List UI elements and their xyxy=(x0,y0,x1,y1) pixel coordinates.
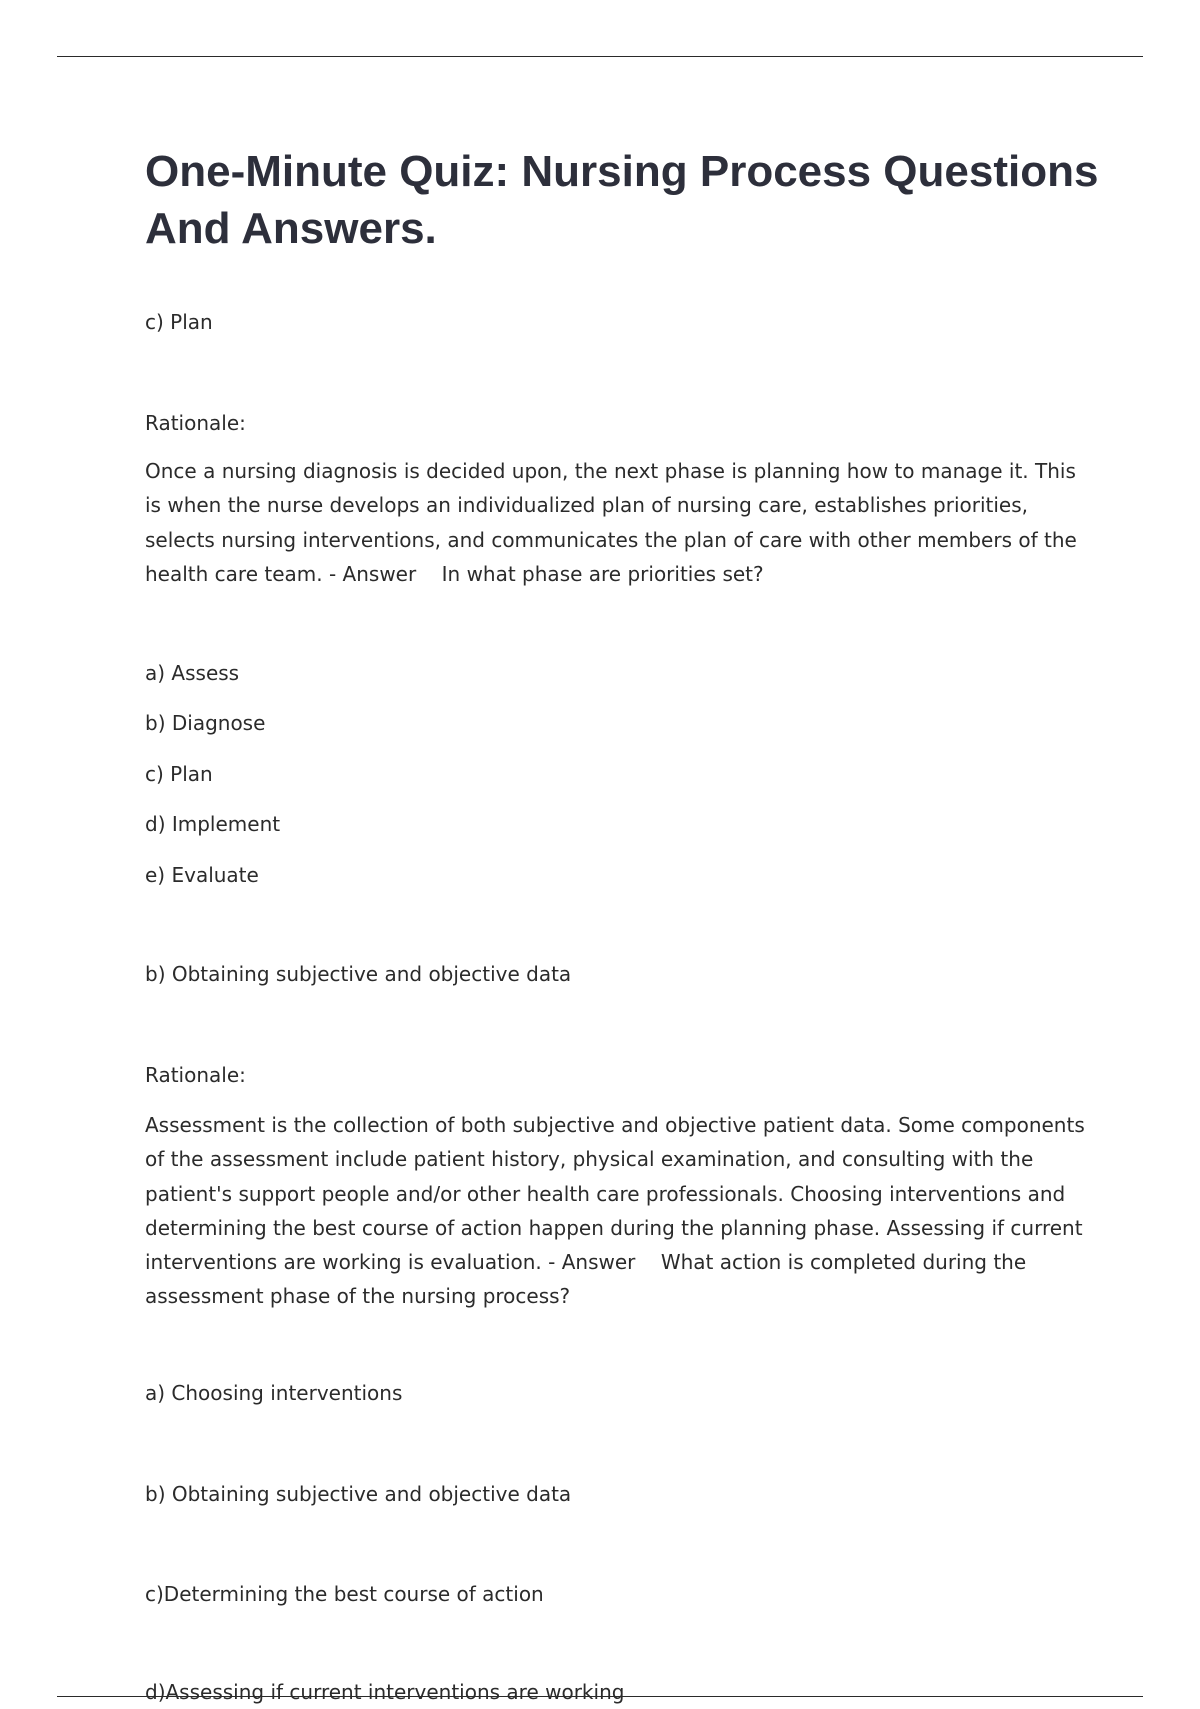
option-item: b) Diagnose xyxy=(145,711,266,735)
answer-marker: - Answer xyxy=(322,561,442,586)
answer-marker: - Answer xyxy=(541,1250,661,1275)
option-item: c) Plan xyxy=(145,762,213,786)
rationale-paragraph xyxy=(145,1108,1095,1314)
option-item: d)Assessing if current interventions are working xyxy=(145,1680,625,1704)
option-item: a) Assess xyxy=(145,661,240,685)
rationale-text: Assessment is the collection of both subjective and objective patient data. Some components of the assessment include patient history, physical examination, and consulting with the patient's support people and/or other health care professionals. Choosing interventions and determining the best course of action happen during the planning phase. Assessing if current interventions are working is evaluation. xyxy=(145,1113,1085,1275)
rationale-text: Once a nursing diagnosis is decided upon, the next phase is planning how to manage it. This is when the nurse develops an individualized plan of nursing care, establishes priorities, selects nursing interventions, and communicates the plan of care with other members of the health care team. xyxy=(145,459,1077,586)
next-question-text: What action is completed during the assessment phase of the nursing process? xyxy=(145,1250,1027,1309)
option-item: d) Implement xyxy=(145,812,281,836)
answer-text: c) Plan xyxy=(145,310,213,334)
answer-text: b) Obtaining subjective and objective data xyxy=(145,962,572,986)
header-rule xyxy=(57,56,1143,57)
option-item: b) Obtaining subjective and objective data xyxy=(145,1482,572,1506)
rationale-label: Rationale: xyxy=(145,411,246,435)
rationale-label: Rationale: xyxy=(145,1063,246,1087)
rationale-paragraph xyxy=(145,454,1095,591)
option-item: e) Evaluate xyxy=(145,863,259,887)
footer-rule xyxy=(57,1696,1143,1697)
next-question-text: In what phase are priorities set? xyxy=(441,561,764,586)
option-item: c)Determining the best course of action xyxy=(145,1582,544,1606)
option-item: a) Choosing interventions xyxy=(145,1381,403,1405)
document-title: One-Minute Quiz: Nursing Process Questions And Answers. xyxy=(145,147,1099,253)
